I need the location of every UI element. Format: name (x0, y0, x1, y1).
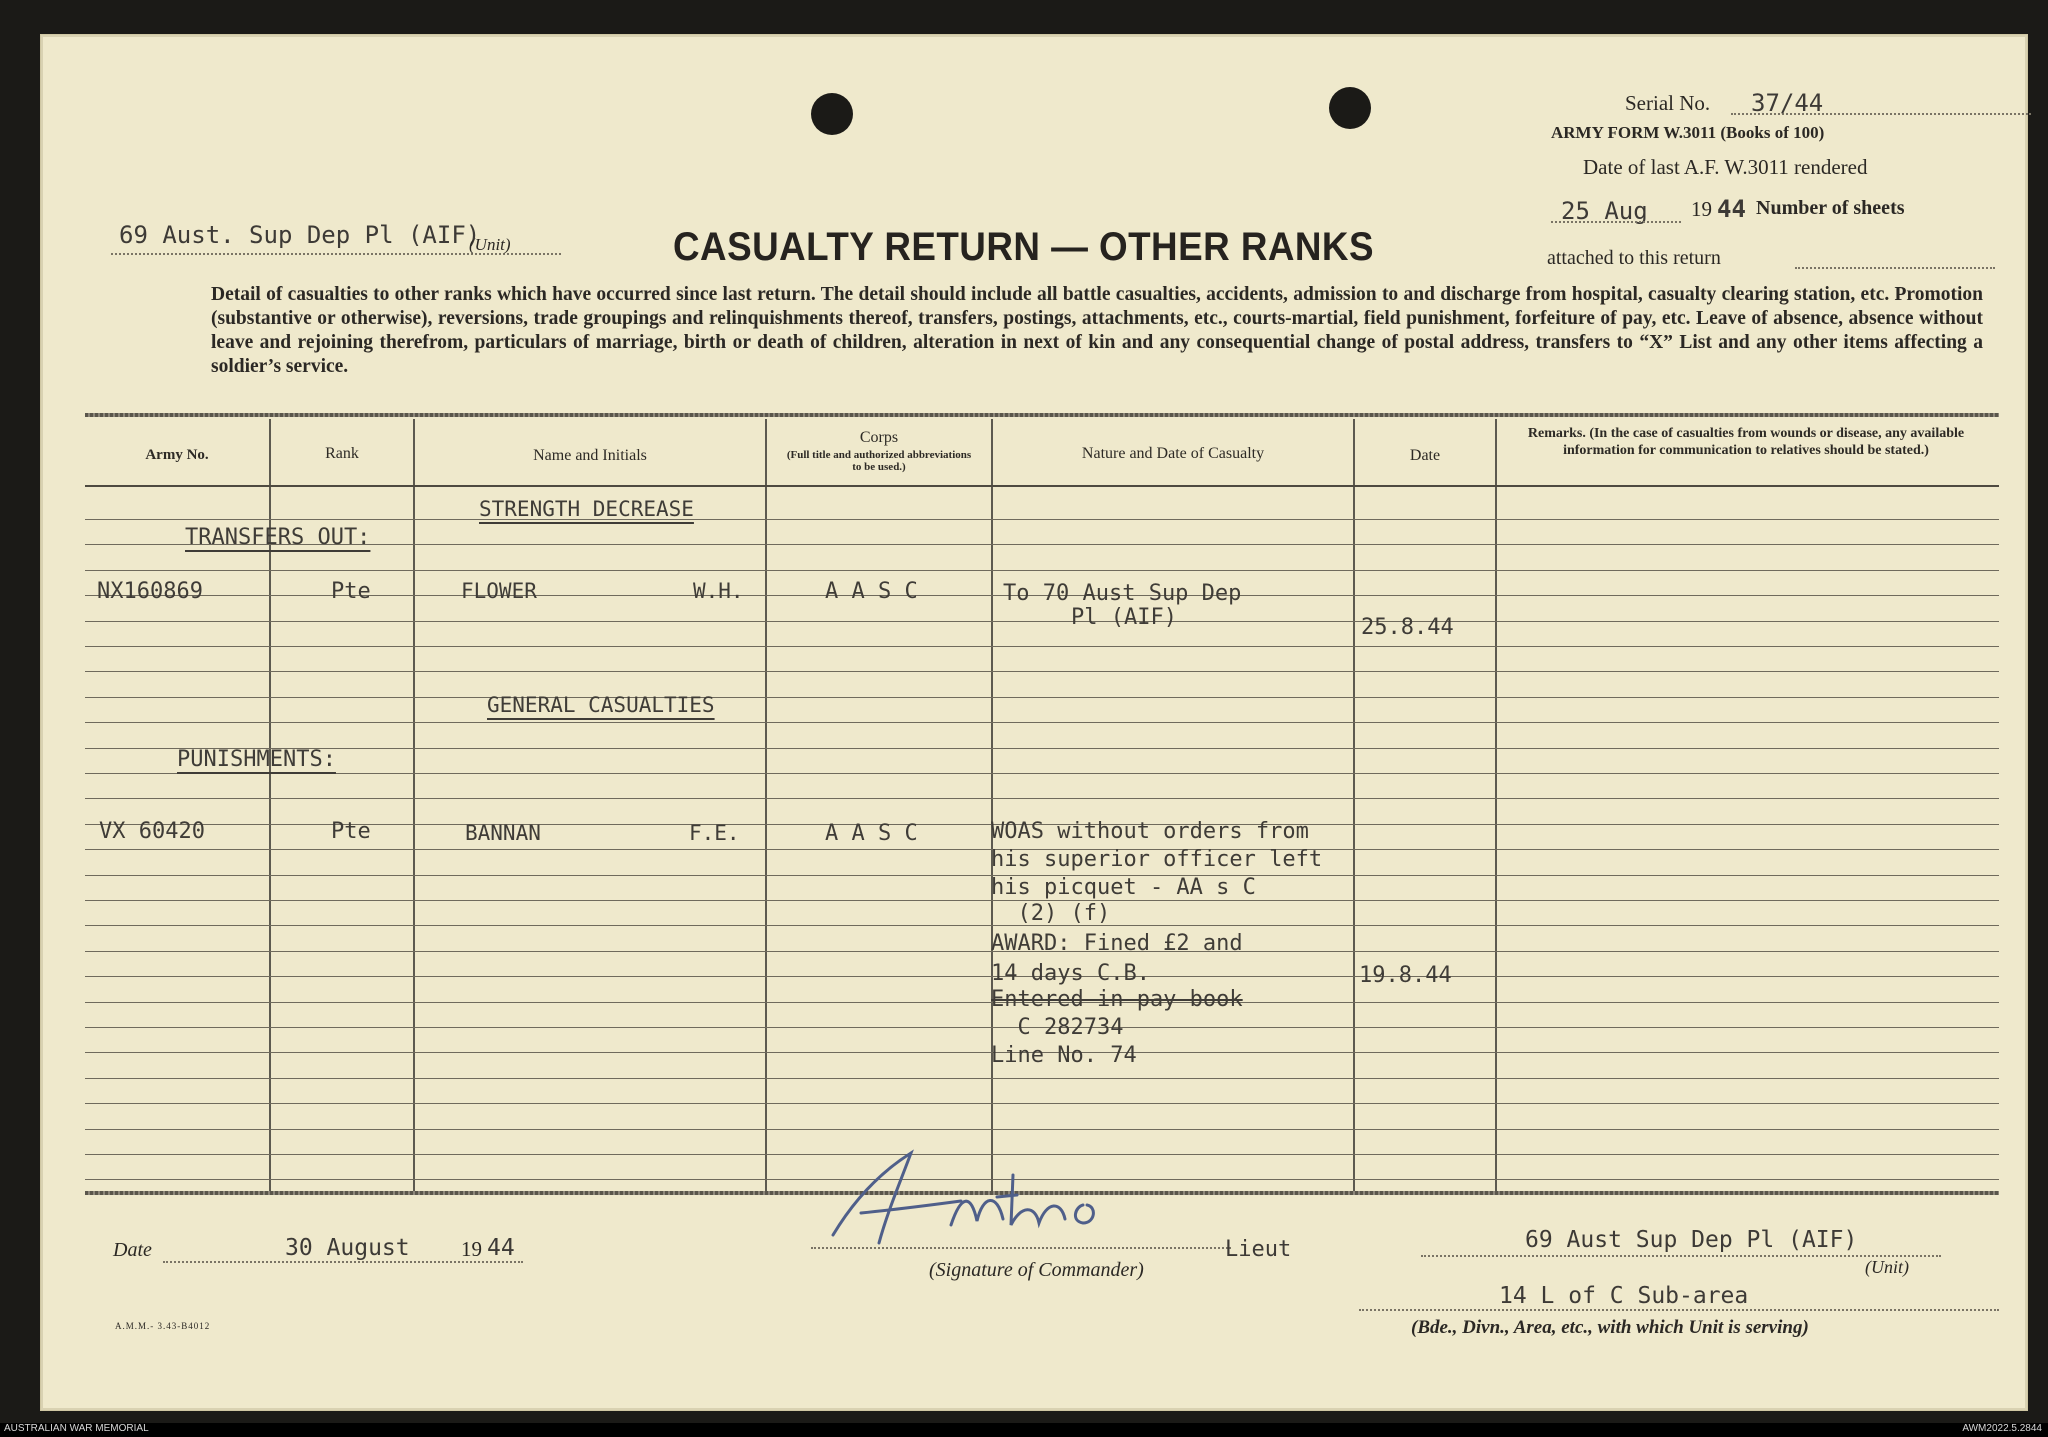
row2-nature-line-2: his superior officer left (991, 847, 1323, 872)
col-header-corps: Corps (859, 429, 899, 446)
attached-label: attached to this return (1547, 247, 1721, 269)
row2-nature-line-4: (2) (f) (991, 901, 1111, 926)
table-top-rule (85, 413, 1999, 417)
footer-unit-line (1421, 1255, 1941, 1257)
footer-area-value: 14 L of C Sub-area (1499, 1283, 1749, 1309)
col-divider-4 (991, 419, 993, 1191)
commander-signature (821, 1135, 1161, 1255)
row2-army-no: VX 60420 (99, 819, 205, 844)
date-last-day: 25 Aug (1561, 197, 1648, 225)
row1-rank: Pte (331, 579, 371, 604)
row1-date: 25.8.44 (1361, 615, 1454, 640)
ruled-line (85, 748, 1999, 749)
row2-date: 19.8.44 (1359, 963, 1452, 988)
signature-label: (Signature of Commander) (929, 1259, 1144, 1281)
row2-nature-line-6: 14 days C.B. (991, 961, 1150, 986)
serial-value: 37/44 (1751, 89, 1824, 117)
row1-initials: W.H. (693, 579, 744, 603)
serial-label: Serial No. (1625, 91, 1711, 115)
date-last-year: 44 (1717, 195, 1746, 223)
ruled-line (85, 544, 1999, 545)
ruled-line (85, 519, 1999, 520)
ruled-line (85, 646, 1999, 647)
row2-nature-line-5: AWARD: Fined £2 and (991, 931, 1243, 956)
row2-surname: BANNAN (465, 821, 541, 845)
archive-reference: AWM2022.5.2844 (1962, 1423, 2042, 1434)
footer-area-line (1359, 1309, 1999, 1311)
date-last-label: Date of last A.F. W.3011 rendered (1583, 155, 1868, 179)
col-header-rank: Rank (325, 445, 359, 462)
row2-nature-line-7: Entered in pay book (991, 987, 1243, 1012)
date-last-year-prefix: 19 (1691, 197, 1712, 221)
form-sheet (40, 34, 2028, 1411)
archive-footer-bar (0, 1423, 2048, 1437)
archive-name: AUSTRALIAN WAR MEMORIAL (4, 1423, 149, 1434)
ruled-line (85, 570, 1999, 571)
commander-rank: Lieut (1225, 1237, 1292, 1262)
detail-instructions: Detail of casualties to other ranks which have occurred since last return. The detail should include all battle casualties, accidents, admission to and discharge from hospital, casualty clearing station, etc. Promotion (substantive or otherwise), reversions, trade groupings and relinquishments thereof, transfers, postings, attachments, etc., courts-martial, field punishment, forfeiture of pay, etc. Leave of absence, absence without leave and rejoining therefrom, particulars of marriage, birth or death of children, alteration in next of kin and any consequential change of postal address, transfers to “X” List and any other items affecting a soldier’s service. (211, 284, 1983, 377)
footer-date-value: 30 August (285, 1235, 410, 1261)
ruled-line (85, 773, 1999, 774)
attached-line (1795, 267, 1995, 269)
row1-nature-line1: To 70 Aust Sup Dep (1003, 581, 1242, 606)
row1-army-no: NX160869 (97, 579, 203, 604)
punch-hole-right (1329, 87, 1371, 129)
row2-initials: F.E. (689, 821, 740, 845)
row2-nature-line-9: Line No. 74 (991, 1043, 1137, 1068)
row1-surname: FLOWER (461, 579, 537, 603)
ruled-line (85, 671, 1999, 672)
col-header-army-no: Army No. (145, 447, 209, 463)
signature-line (811, 1247, 1231, 1249)
row2-nature-line-8: C 282734 (991, 1015, 1124, 1040)
transfers-out-heading: TRANSFERS OUT: (185, 525, 371, 550)
unit-label: (Unit) (469, 235, 511, 254)
punishments-heading: PUNISHMENTS: (177, 747, 336, 772)
col-header-name: Name and Initials (533, 447, 647, 464)
ruled-line (85, 1129, 1999, 1130)
col-divider-2 (413, 419, 415, 1191)
header-bottom-rule (85, 485, 1999, 487)
general-casualties-heading: GENERAL CASUALTIES (487, 693, 715, 717)
col-header-corps-note: (Full title and authorized abbreviations to be used.) (786, 449, 972, 473)
ruled-line (85, 621, 1999, 622)
ruled-line (85, 798, 1999, 799)
col-divider-5 (1353, 419, 1355, 1191)
col-divider-6 (1495, 419, 1497, 1191)
ruled-line (85, 1078, 1999, 1079)
footer-area-label: (Bde., Divn., Area, etc., with which Unit is serving) (1411, 1317, 1809, 1338)
col-header-remarks: Remarks. (In the case of casualties from wounds or disease, any available information for communication to relatives should be stated.) (1527, 426, 1965, 458)
col-divider-3 (765, 419, 767, 1191)
footer-year-value: 44 (487, 1235, 515, 1261)
print-code: A.M.M.- 3.43-B4012 (115, 1321, 211, 1331)
row2-corps: A A S C (825, 821, 918, 846)
unit-value: 69 Aust. Sup Dep Pl (AIF) (119, 221, 481, 249)
row2-nature-line-3: his picquet - AA s C (991, 875, 1256, 900)
col-header-nature: Nature and Date of Casualty (1081, 445, 1265, 462)
footer-date-label: Date (113, 1239, 152, 1261)
footer-unit-value: 69 Aust Sup Dep Pl (AIF) (1525, 1227, 1858, 1253)
punch-hole-left (811, 93, 853, 135)
form-title: CASUALTY RETURN — OTHER RANKS (673, 225, 1374, 269)
date-last-line (1551, 221, 1681, 223)
ruled-line (85, 722, 1999, 723)
row1-nature-line2: Pl (AIF) (1071, 605, 1177, 630)
number-sheets-label: Number of sheets (1756, 197, 1905, 219)
row1-corps: A A S C (825, 579, 918, 604)
row2-nature-line-1: WOAS without orders from (991, 819, 1309, 844)
army-form-label: ARMY FORM W.3011 (Books of 100) (1551, 123, 1825, 142)
row2-rank: Pte (331, 819, 371, 844)
strength-decrease-heading: STRENGTH DECREASE (479, 497, 694, 521)
footer-unit-label: (Unit) (1865, 1257, 1909, 1277)
ruled-line (85, 697, 1999, 698)
col-header-date: Date (1409, 447, 1441, 464)
footer-year-prefix: 19 (461, 1237, 482, 1261)
ruled-line (85, 1103, 1999, 1104)
